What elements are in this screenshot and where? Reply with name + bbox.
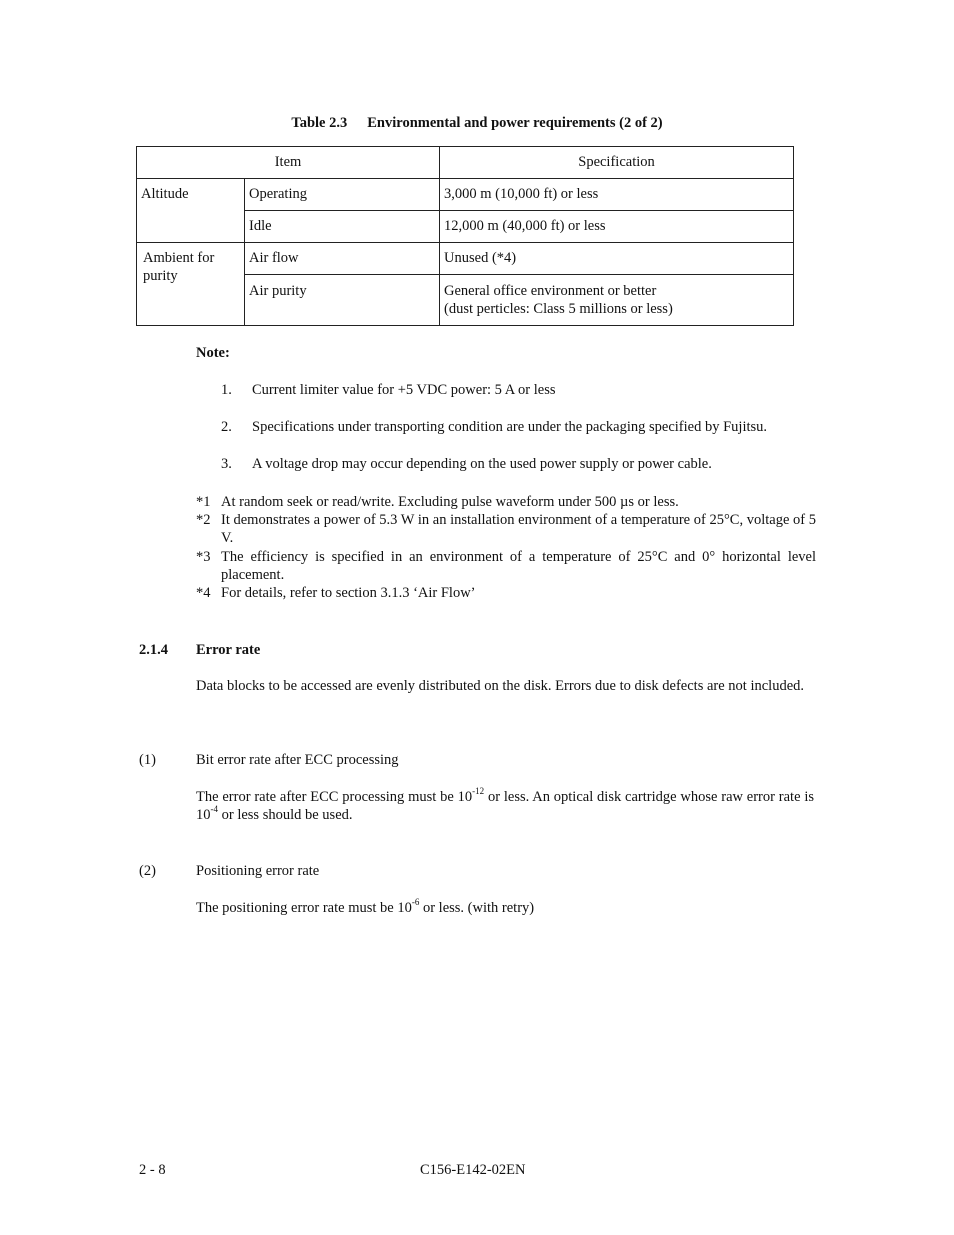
- subsection-title: Positioning error rate: [196, 863, 320, 879]
- subsection-number: (2): [139, 863, 156, 879]
- note-title: Note:: [196, 345, 230, 361]
- section-title: Error rate: [196, 642, 261, 658]
- footnote-mark: *3: [196, 549, 211, 565]
- text-part: The positioning error rate must be 10: [196, 900, 412, 916]
- group-altitude: Altitude: [137, 179, 245, 243]
- table-header-row: [137, 147, 794, 179]
- footnote-text: It demonstrates a power of 5.3 W in an installation environment of a temperature of 25°C, voltage of 5 V.: [221, 512, 816, 546]
- spec-air-purity-line1: General office environment or better: [444, 283, 657, 299]
- exponent: -6: [411, 897, 420, 908]
- text-part: or less. An optical disk cartridge whose raw error rate is 10: [196, 789, 814, 823]
- spec-air-flow: Unused (*4): [440, 243, 794, 275]
- environment-power-table: [136, 146, 794, 326]
- note-item-text: Current limiter value for +5 VDC power: 5 A or less: [252, 382, 556, 398]
- note-item-number: 3.: [221, 456, 232, 472]
- subsection-title: Bit error rate after ECC processing: [196, 752, 399, 768]
- footnote: [196, 493, 816, 511]
- spec-idle: 12,000 m (40,000 ft) or less: [440, 211, 794, 243]
- footnote-mark: *2: [196, 512, 211, 528]
- note-item: [221, 418, 767, 436]
- footnote-text: The efficiency is specified in an environment of a temperature of 25°C and 0° horizontal level placement.: [221, 549, 816, 583]
- footnote-mark: *1: [196, 494, 211, 510]
- exponent: -4: [210, 804, 218, 815]
- table-caption: [0, 114, 954, 132]
- footnote-mark: *4: [196, 585, 211, 601]
- note-item: [221, 455, 712, 473]
- spec-air-purity-line2: (dust perticles: Class 5 millions or less): [444, 301, 673, 317]
- table-caption-number: Table 2.3: [291, 115, 348, 131]
- section-intro: Data blocks to be accessed are evenly distributed on the disk. Errors due to disk defects are not included.: [196, 678, 805, 694]
- footnote: [196, 548, 816, 584]
- note-item-number: 2.: [221, 419, 232, 435]
- note-item: [221, 381, 556, 399]
- text-part: or less. (with retry): [419, 900, 535, 916]
- note-item-text: Specifications under transporting condition are under the packaging specified by Fujitsu.: [252, 419, 768, 435]
- footnote-text: For details, refer to section 3.1.3 ‘Air Flow’: [221, 585, 476, 601]
- footer-page-number: 2 - 8: [139, 1162, 166, 1178]
- spec-operating: 3,000 m (10,000 ft) or less: [440, 179, 794, 211]
- item-air-flow: Air flow: [245, 243, 440, 275]
- header-specification: Specification: [440, 147, 794, 179]
- spec-air-purity: [440, 275, 794, 326]
- positioning-error-text: [196, 899, 814, 917]
- section-number: 2.1.4: [139, 642, 168, 658]
- subsection-number: (1): [139, 752, 156, 768]
- header-item: Item: [137, 147, 440, 179]
- table-row: [137, 179, 794, 211]
- item-operating: Operating: [245, 179, 440, 211]
- table-row: [137, 243, 794, 275]
- note-item-text: A voltage drop may occur depending on the used power supply or power cable.: [252, 456, 712, 472]
- footnote: [196, 584, 816, 602]
- exponent: -12: [472, 786, 485, 797]
- footnote: [196, 511, 816, 547]
- item-idle: Idle: [245, 211, 440, 243]
- text-part: or less should be used.: [218, 807, 353, 823]
- note-item-number: 1.: [221, 382, 232, 398]
- footnote-text: At random seek or read/write. Excluding pulse waveform under 500 µs or less.: [221, 494, 679, 510]
- group-ambient-for-purity: Ambient for purity: [137, 243, 245, 326]
- footer-document-id: C156-E142-02EN: [420, 1162, 526, 1178]
- table-caption-title: Environmental and power requirements (2 of 2): [367, 115, 663, 131]
- bit-error-rate-text: [196, 788, 814, 824]
- text-part: The error rate after ECC processing must be 10: [196, 789, 473, 805]
- item-air-purity: Air purity: [245, 275, 440, 326]
